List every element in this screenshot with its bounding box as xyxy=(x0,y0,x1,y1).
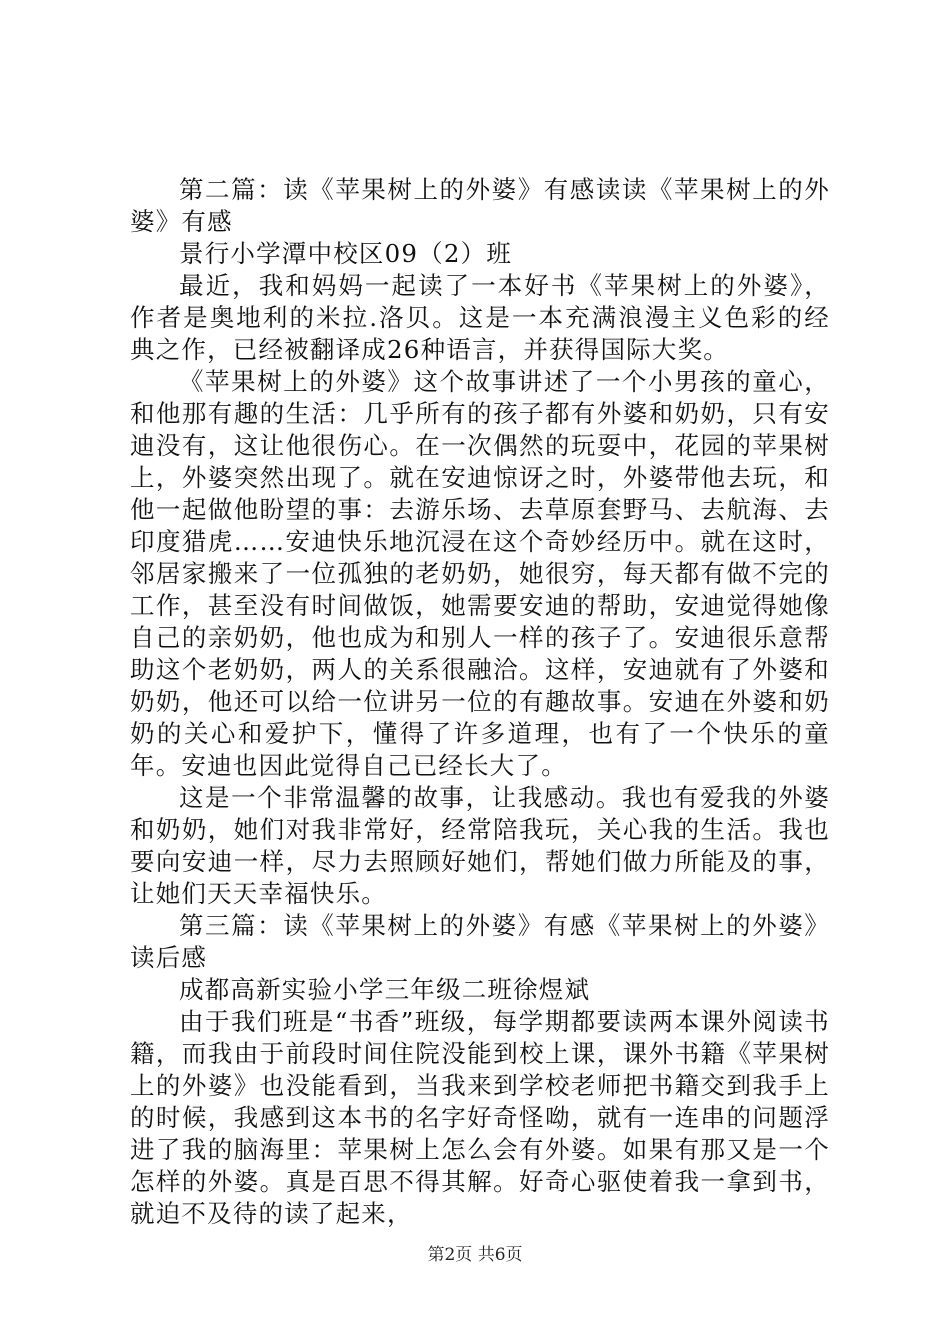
author-line-3: 成都高新实验小学三年级二班徐煜斌 xyxy=(179,975,591,1004)
section-heading-3: 第三篇：读《苹果树上的外婆》有感《苹果树上的外婆》读后感 xyxy=(130,911,830,972)
paragraph: 《苹果树上的外婆》这个故事讲述了一个小男孩的童心，和他那有趣的生活：几乎所有的孩子都有外婆和奶奶，只有安迪没有，这让他很伤心。在一次偶然的玩耍中，花园的苹果树上，外婆突然出现了。就在安迪惊讶之时，外婆带他去玩，和他一起做他盼望的事：去游乐场、去草原套野马、去航海、去印度猎虎……安迪快乐地沉浸在这个奇妙经历中。就在这时，邻居家搬来了一位孤独的老奶奶，她很穷，每天都有做不完的工作，甚至没有时间做饭，她需要安迪的帮助，安迪觉得她像自己的亲奶奶，他也成为和别人一样的孩子了。安迪很乐意帮助这个老奶奶，两人的关系很融洽。这样，安迪就有了外婆和奶奶，他还可以给一位讲另一位的有趣故事。安迪在外婆和奶奶的关心和爱护下，懂得了许多道理，也有了一个快乐的童年。安迪也因此觉得自己已经长大了。 xyxy=(130,367,830,780)
paragraph: 这是一个非常温馨的故事，让我感动。我也有爱我的外婆和奶奶，她们对我非常好，经常陪我玩，关心我的生活。我也要向安迪一样，尽力去照顾好她们，帮她们做力所能及的事，让她们天天幸福快乐。 xyxy=(130,783,830,908)
paragraph: 最近，我和妈妈一起读了一本好书《苹果树上的外婆》，作者是奥地利的米拉.洛贝。这是一本充满浪漫主义色彩的经典之作，已经被翻译成26种语言，并获得国际大奖。 xyxy=(130,271,830,364)
author-line-2: 景行小学潭中校区09（2）班 xyxy=(179,239,513,268)
page-number-footer: 第2页 共6页 xyxy=(427,1245,523,1265)
paragraph: 由于我们班是“书香”班级，每学期都要读两本课外阅读书籍，而我由于前段时间住院没能到校上课，课外书籍《苹果树上的外婆》也没能看到，当我来到学校老师把书籍交到我手上的时候，我感到这本书的名字好奇怪呦，就有一连串的问题浮进了我的脑海里：苹果树上怎么会有外婆。如果有那又是一个怎样的外婆。真是百思不得其解。好奇心驱使着我一拿到书，就迫不及待的读了起来， xyxy=(130,1007,830,1228)
section-heading-2: 第二篇：读《苹果树上的外婆》有感读读《苹果树上的外婆》有感 xyxy=(130,175,830,236)
document-body xyxy=(130,174,830,1230)
